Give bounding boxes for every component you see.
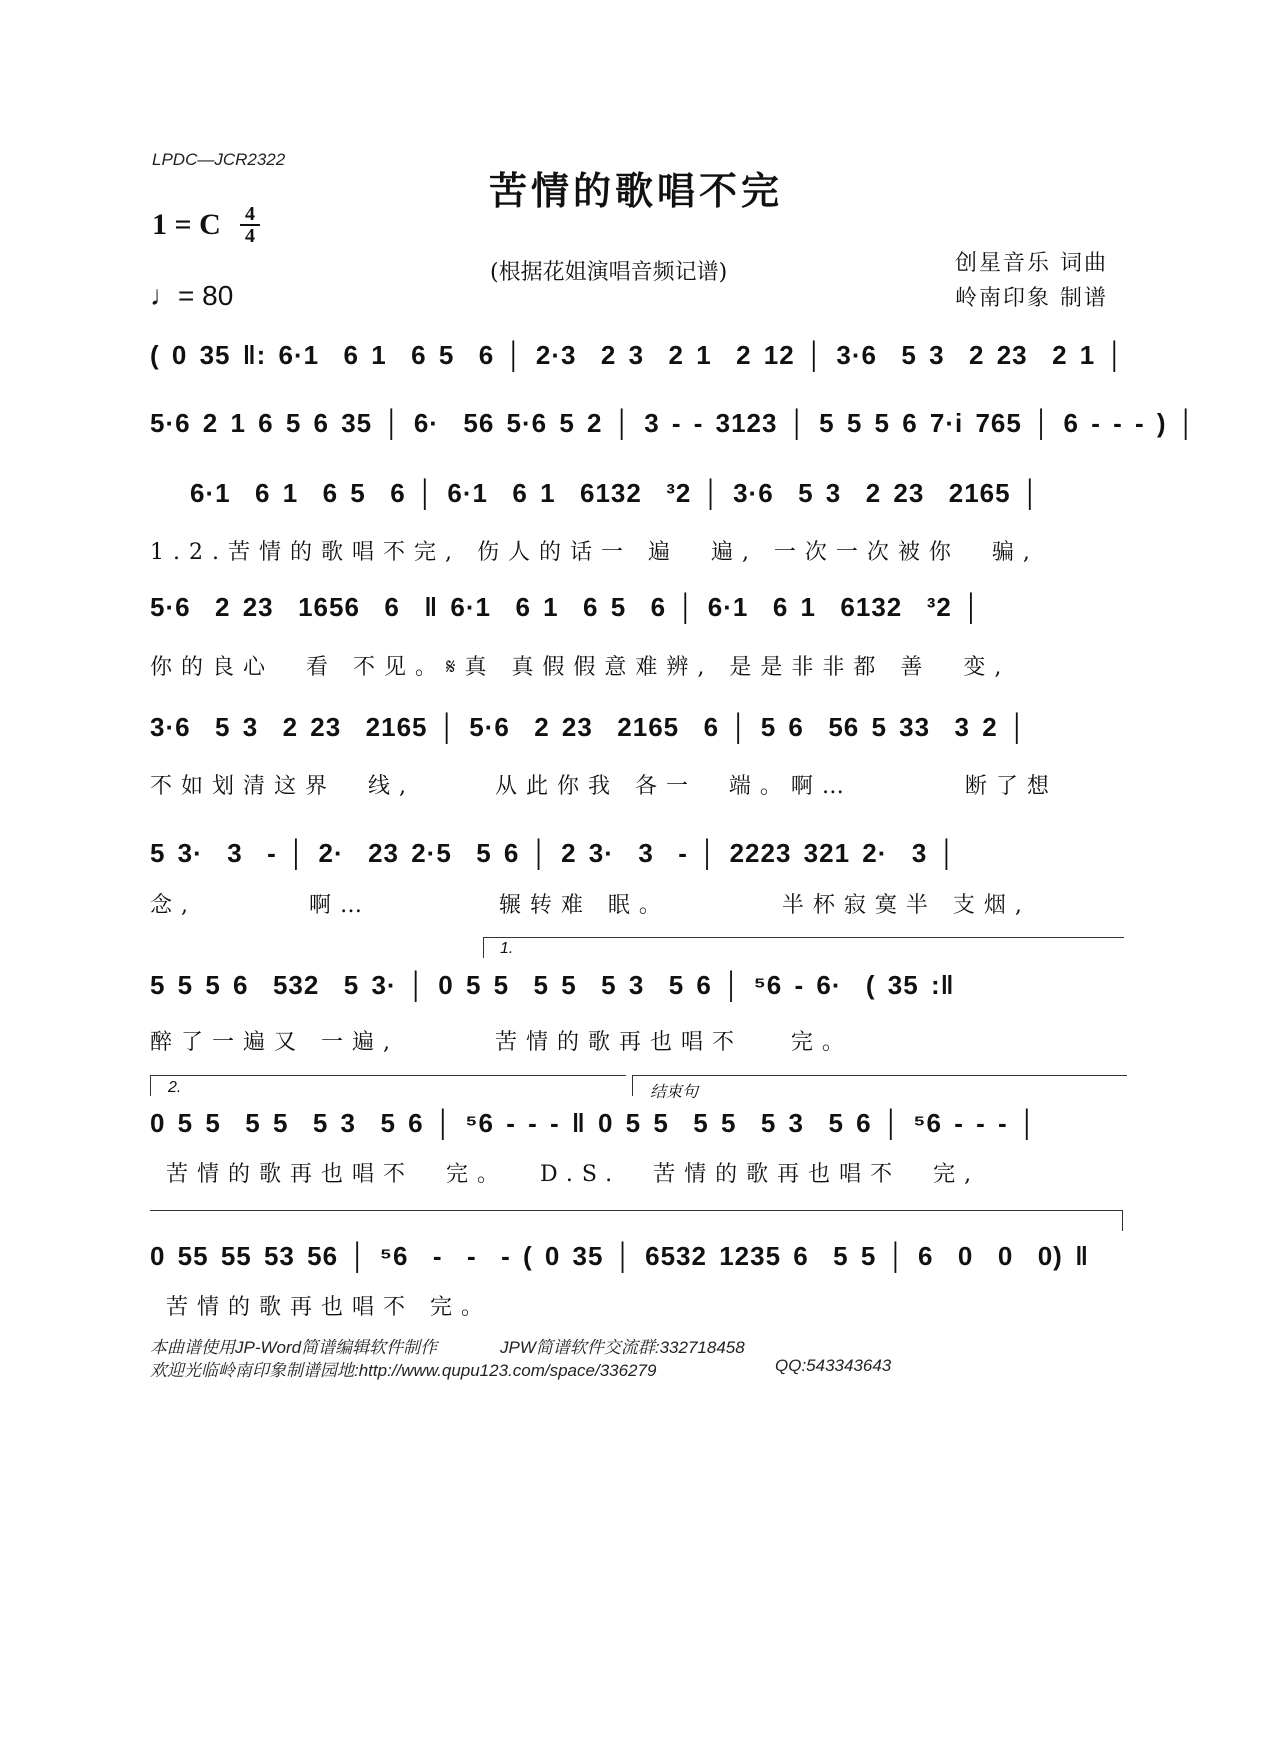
notation: 5 5 5 6 532 5 3· │ 0 5 5 5 5 5 3 5 6 │ ⁵6 - 6· ( 35 :‖	[150, 970, 955, 1000]
notation: 0 5 5 5 5 5 3 5 6 │ ⁵6 - - - ‖ 0 5 5 5 5 5 3 5 6 │ ⁵6 - - - │	[150, 1108, 1038, 1138]
score-code: LPDC—JCR2322	[152, 150, 286, 169]
score-row-1	[150, 340, 1130, 388]
subtitle: (根据花姐演唱音频记谱)	[490, 260, 728, 285]
lyrics-row-7: 醉了一遍又 一遍, 苦情的歌再也唱不 完。	[150, 1030, 853, 1055]
footer-website: 欢迎光临岭南印象制谱园地:http://www.qupu123.com/space/336279	[150, 1361, 657, 1380]
notation: 6·1 6 1 6 5 6 │ 6·1 6 1 6132 ³2 │ 3·6 5 3 2 23 2165 │	[190, 478, 1041, 508]
notation: 5·6 2 23 1656 6 ‖ 6·1 6 1 6 5 6 │ 6·1 6 1 6132 ³2 │	[150, 592, 982, 622]
notation: 5·6 2 1 6 5 6 35 │ 6· 56 5·6 5 2 │ 3 - - 3123 │ 5 5 5 6 7·i 765 │ 6 - - - ) │	[150, 408, 1197, 438]
score-row-7	[150, 970, 1130, 1018]
footer-group: JPW简谱软件交流群:332718458	[500, 1338, 745, 1357]
volta-label-2: 2.	[168, 1079, 182, 1096]
footer-software: 本曲谱使用JP-Word简谱编辑软件制作	[150, 1338, 438, 1357]
credit-lyrics-music: 创星音乐 词曲	[955, 251, 1108, 276]
lyrics-row-5: 不如划清这界 线, 从此你我 各一 端。啊… 断了想	[150, 774, 1058, 799]
notation: 0 55 55 53 56 │ ⁵6 - - - ( 0 35 │ 6532 1235 6 5 5 │ 6 0 0 0) ‖	[150, 1241, 1090, 1271]
score-row-2	[150, 408, 1197, 456]
volta-bracket-2	[150, 1075, 626, 1096]
lyrics-row-6: 念, 啊… 辗转难 眠。 半杯寂寞半 支烟,	[150, 893, 1031, 918]
lyrics-row-8: 苦情的歌再也唱不 完。 D.S. 苦情的歌再也唱不 完,	[150, 1162, 981, 1187]
score-row-3	[190, 478, 1170, 526]
tempo-marking: ♩= 80	[150, 280, 234, 311]
ending-bracket	[632, 1075, 1127, 1096]
notation: ( 0 35 ‖: 6·1 6 1 6 5 6 │ 2·3 2 3 2 1 2 12 │ 3·6 5 3 2 23 2 1 │	[150, 340, 1125, 370]
ending-bracket-continued	[150, 1210, 1123, 1231]
lyrics-row-9: 苦情的歌再也唱不 完。	[150, 1295, 492, 1320]
song-title: 苦情的歌唱不完	[488, 168, 783, 213]
credit-notation: 岭南印象 制谱	[955, 286, 1108, 311]
key-signature: 1 = C	[152, 208, 221, 241]
footer-qq: QQ:543343643	[775, 1356, 892, 1375]
volta-label-1: 1.	[500, 940, 514, 957]
score-row-4	[150, 592, 1130, 640]
notation: 3·6 5 3 2 23 2165 │ 5·6 2 23 2165 6 │ 5 6 56 5 33 3 2 │	[150, 712, 1028, 742]
score-row-8	[150, 1108, 1130, 1156]
score-row-5	[150, 712, 1130, 760]
volta-bracket-1	[483, 937, 1124, 958]
time-signature: 4 4	[240, 205, 260, 245]
notation: 5 3· 3 - │ 2· 23 2·5 5 6 │ 2 3· 3 - │ 2223 321 2· 3 │	[150, 838, 957, 868]
ending-label: 结束句	[650, 1084, 699, 1101]
lyrics-row-3: 1.2.苦情的歌唱不完, 伤人的话一 遍 遍, 一次一次被你 骗,	[150, 540, 1039, 565]
score-row-9	[150, 1241, 1130, 1289]
lyrics-row-4: 你的良心 看 不见。𝄋真 真假假意难辨, 是是非非都 善 变,	[150, 655, 1011, 680]
score-row-6	[150, 838, 1130, 886]
